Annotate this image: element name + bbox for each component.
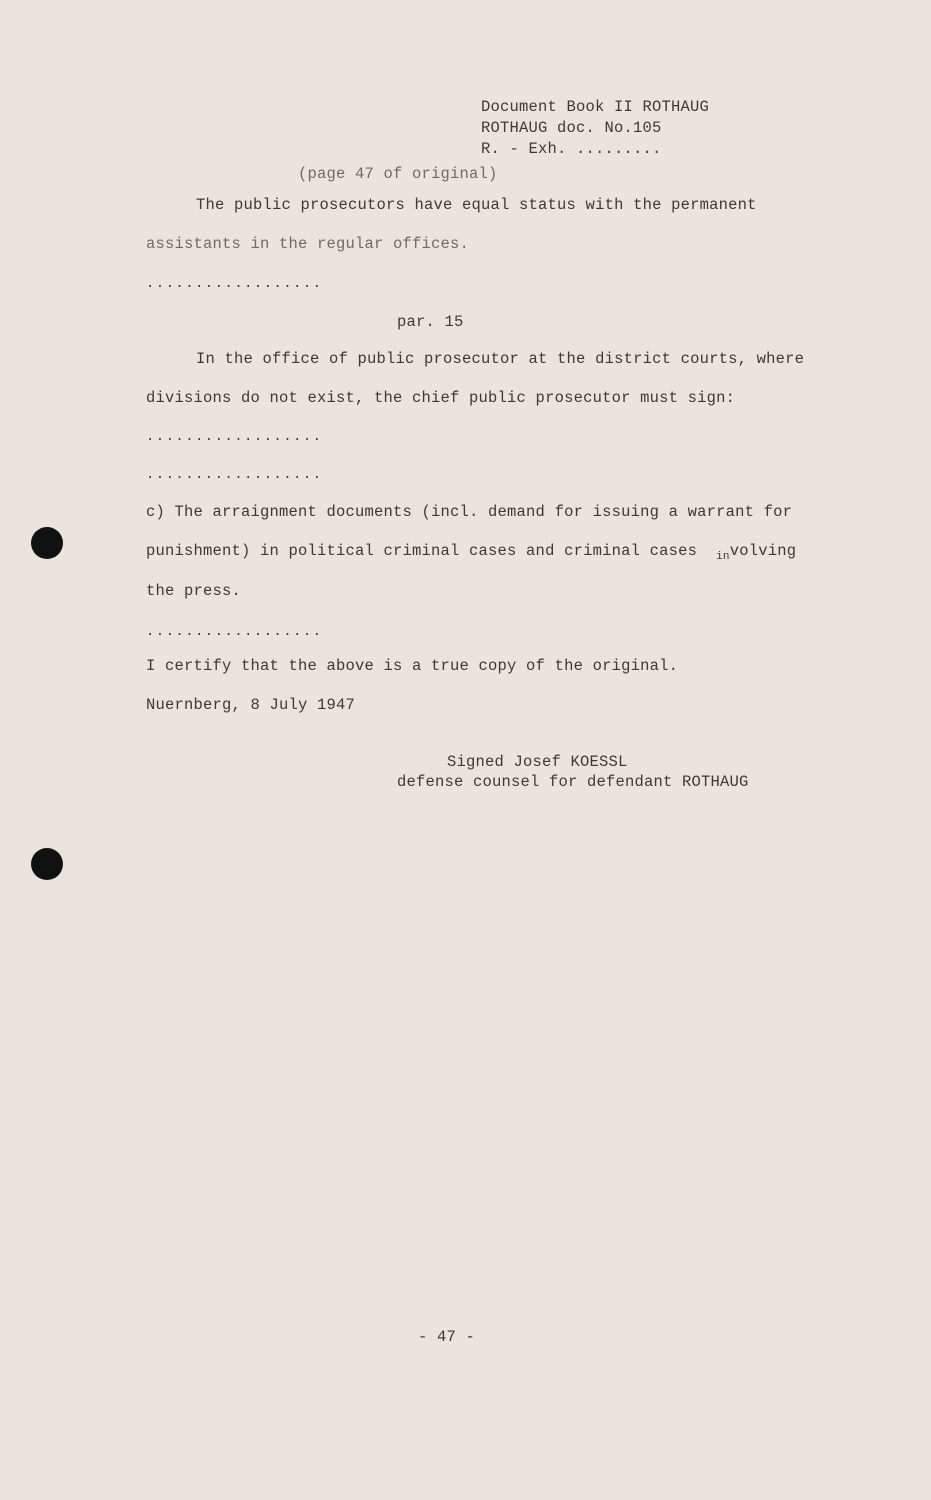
paragraph-2-line-2: divisions do not exist, the chief public prosecutor must sign: bbox=[146, 389, 736, 407]
paragraph-3-line-2 bbox=[146, 542, 796, 563]
punch-hole bbox=[31, 527, 63, 559]
section-heading: par. 15 bbox=[397, 313, 464, 331]
paragraph-3-line-2-tail: volving bbox=[729, 542, 797, 560]
place-and-date: Nuernberg, 8 July 1947 bbox=[146, 696, 356, 714]
separator-dots: .................. bbox=[146, 429, 323, 445]
signature-title: defense counsel for defendant ROTHAUG bbox=[397, 773, 749, 791]
punch-hole bbox=[31, 848, 63, 880]
paragraph-1-line-1: The public prosecutors have equal status with the permanent bbox=[196, 196, 757, 214]
signature-name: Signed Josef KOESSL bbox=[447, 753, 628, 771]
paragraph-3-line-3: the press. bbox=[146, 582, 242, 600]
separator-dots: .................. bbox=[146, 624, 323, 640]
header-line-3: R. - Exh. ......... bbox=[481, 140, 662, 158]
paragraph-3-line-2-text: punishment) in political criminal cases and criminal cases bbox=[146, 542, 717, 560]
page-number: - 47 - bbox=[418, 1328, 476, 1346]
header-line-2: ROTHAUG doc. No.105 bbox=[481, 119, 662, 137]
paragraph-2-line-1: In the office of public prosecutor at the district courts, where bbox=[196, 350, 805, 368]
header-line-1: Document Book II ROTHAUG bbox=[481, 98, 710, 116]
paragraph-3-line-1: c) The arraignment documents (incl. demand for issuing a warrant for bbox=[146, 503, 793, 521]
page-reference: (page 47 of original) bbox=[298, 165, 498, 183]
paragraph-3-subscript: in bbox=[716, 551, 730, 563]
separator-dots: .................. bbox=[146, 276, 323, 292]
paragraph-1-line-2: assistants in the regular offices. bbox=[146, 235, 470, 253]
certification-statement: I certify that the above is a true copy of the original. bbox=[146, 657, 679, 675]
separator-dots: .................. bbox=[146, 467, 323, 483]
